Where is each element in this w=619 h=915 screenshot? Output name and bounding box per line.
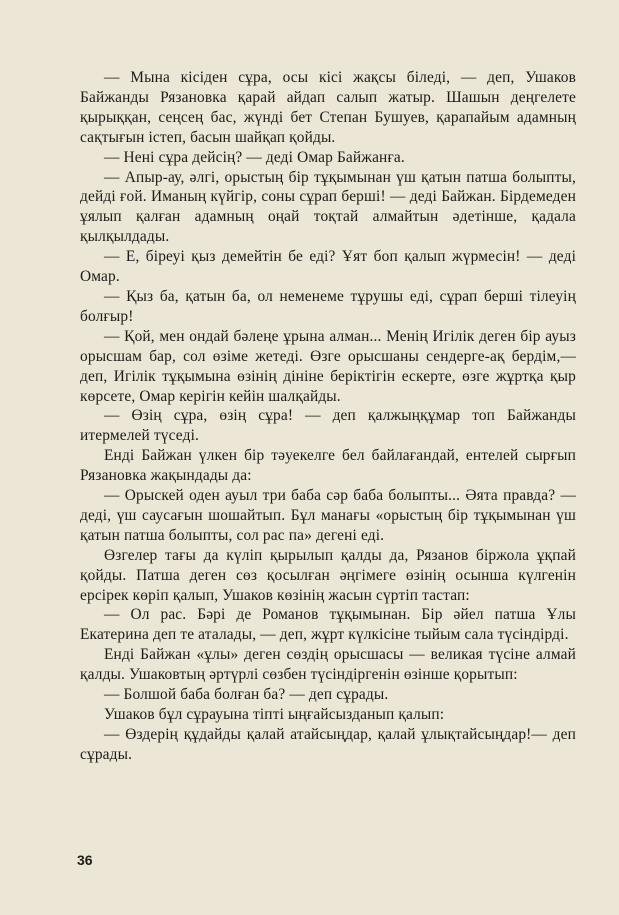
paragraph: — Қыз ба, қатын ба, ол неменеме тұрушы еді, сұрап берші тілеуің болғыр! [80, 287, 576, 325]
paragraph: — Болшой баба болған ба? — деп сұрады. [104, 686, 389, 704]
paragraph: — Өздерің құдайды қалай атайсыңдар, қалай ұлықтайсыңдар!— деп сұрады. [80, 725, 576, 763]
paragraph: — Апыр-ау, әлгі, орыстың бір тұқымынан үш қатын патша болыпты, дейді ғой. Иманың күйгір, соны сұрап берші! — деді Байжан. Бірдемеден ұялып қалған адамның оңай тоқтай алмайтын әдетінше, қадала қылқылдады. [80, 168, 576, 246]
paragraph: — Қой, мен ондай бәлеңе ұрына алман... Менің Игілік деген бір ауыз орысшам бар, сол өзіме жетеді. Өзге орысшаны сендерге-ақ бердім,—деп, Игілік тұқымына өзінің дініне беріктігін ескерте, өзге жұртқа қыр көрсете, Омар керігін кейін шалқайды. [80, 327, 576, 405]
paragraph: Өзгелер тағы да күліп қырылып қалды да, Рязанов біржола ұқпай қойды. Патша деген сөз қосылған әңгімеге өзінің осынша күлгенін ерсірек көріп қалып, Ушаков көзінің жасын сүртіп тастап: [80, 546, 576, 604]
page-number: 36 [77, 852, 93, 868]
paragraph: — Ол рас. Бәрі де Романов тұқымынан. Бір әйел патша Ұлы Екатерина деп те аталады, — деп, жұрт күлкісіне тыйым сала түсіндірді. [80, 606, 576, 644]
body-text [80, 68, 576, 765]
paragraph: — Е, біреуі қыз демейтін бе еді? Ұят боп қалып жүрмесін! — деді Омар. [80, 248, 576, 286]
paragraph: Енді Байжан үлкен бір тәуекелге бел байлағандай, ентелей сырғып Рязановка жақындады да: [80, 447, 576, 485]
paragraph: — Мына кісіден сұра, осы кісі жақсы біледі, — деп, Ушаков Байжанды Рязановка қарай айдап салып жатыр. Шашын деңгелете қырыққан, сеңсең бас, жүнді бет Степан Бушуев, қарапайым адамның сақтығын істеп, басын шайқап қойды. [80, 69, 576, 146]
paragraph: — Өзің сұра, өзің сұра! — деп қалжыңқұмар топ Байжанды итермелей түседі. [80, 407, 576, 445]
paragraph: — Орыскей оден ауыл три баба сәр баба болыпты... Әята правда? — деді, үш саусағын шошайтып. Бұл манағы «орыстың бір тұқымынан үш қатын патша болыпты, сол рас па» дегені еді. [80, 487, 576, 544]
paragraph: Ушаков бұл сұрауына тіпті ыңғайсызданып қалып: [104, 706, 445, 723]
paragraph: — Нені сұра дейсің? — деді Омар Байжанға. [104, 148, 405, 166]
paragraph: Енді Байжан «ұлы» деген сөздің орысшасы — великая түсіне алмай қалды. Ушаковтың әртүрлі сөзбен түсіндіргенін өзінше қорытып: [80, 646, 576, 684]
